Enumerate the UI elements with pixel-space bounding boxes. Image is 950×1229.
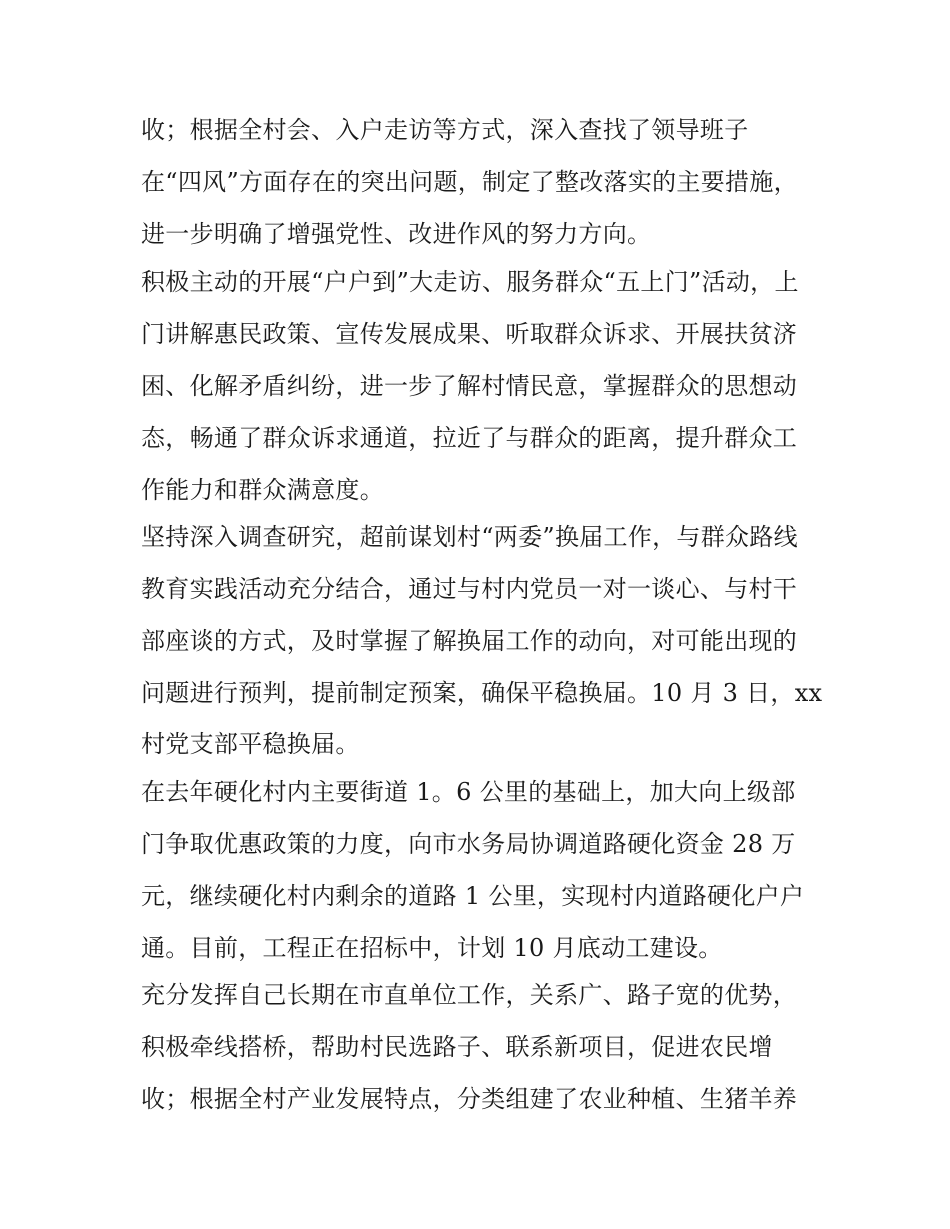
text-line: 坚持深入调查研究，超前谋划村“两委”换届工作，与群众路线 — [141, 523, 798, 551]
text-line: 积极牵线搭桥，帮助村民选路子、联系新项目，促进农民增 — [141, 1033, 773, 1061]
text-line: 收；根据全村产业发展特点，分类组建了农业种植、生猪羊养 — [141, 1085, 798, 1113]
text-line: 门争取优惠政策的力度，向市水务局协调道路硬化资金 28 万 — [141, 830, 796, 858]
text-line: 通。目前，工程正在招标中，计划 10 月底动工建设。 — [141, 934, 723, 962]
text-line: 在去年硬化村内主要街道 1。6 公里的基础上，加大向上级部 — [141, 778, 796, 806]
text-line: 教育实践活动充分结合，通过与村内党员一对一谈心、与村干 — [141, 575, 798, 603]
text-line: 作能力和群众满意度。 — [141, 476, 384, 504]
text-line: 部座谈的方式，及时掌握了解换届工作的动向，对可能出现的 — [141, 627, 798, 655]
text-line: 积极主动的开展“户户到”大走访、服务群众“五上门”活动，上 — [141, 268, 799, 296]
text-line: 收；根据全村会、入户走访等方式，深入查找了领导班子 — [141, 116, 749, 144]
text-line: 在“四风”方面存在的突出问题，制定了整改落实的主要措施， — [141, 168, 798, 196]
text-line: 充分发挥自己长期在市直单位工作，关系广、路子宽的优势， — [141, 981, 798, 1009]
text-line: 进一步明确了增强党性、改进作风的努力方向。 — [141, 220, 652, 248]
text-line: 门讲解惠民政策、宣传发展成果、听取群众诉求、开展扶贫济 — [141, 320, 798, 348]
text-line: 村党支部平稳换届。 — [141, 730, 360, 758]
text-line: 问题进行预判，提前制定预案，确保平稳换届。10 月 3 日，xx — [141, 679, 823, 707]
text-line: 元，继续硬化村内剩余的道路 1 公里，实现村内道路硬化户户 — [141, 882, 805, 910]
text-line: 困、化解矛盾纠纷，进一步了解村情民意，掌握群众的思想动 — [141, 372, 798, 400]
text-line: 态，畅通了群众诉求通道，拉近了与群众的距离，提升群众工 — [141, 424, 798, 452]
